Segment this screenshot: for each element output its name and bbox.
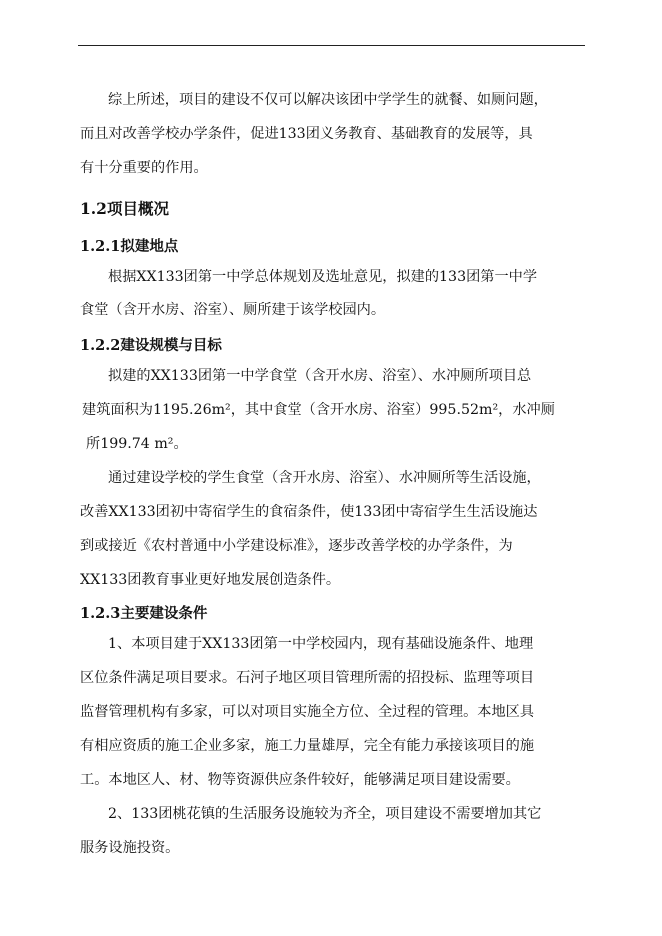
site-line-2: 食堂（含开水房、浴室）、厕所建于该学校园内。 [80,302,386,318]
goal-line-3: 到或接近《农村普通中小学建设标准》，逐步改善学校的办学条件，为 [80,538,513,554]
condition1-line-5: 工。本地区人、材、物等资源供应条件较好，能够满足项目建设需要。 [80,772,520,788]
section-heading-1-2-3: 1.2.3主要建设条件 [80,605,208,622]
section-heading-1-2-1: 1.2.1拟建地点 [80,238,179,255]
section-heading-1-2: 1.2项目概况 [80,199,169,218]
condition1-line-2: 区位条件满足项目要求。石河子地区项目管理所需的招投标、监理等项目 [80,670,535,686]
scale-line-3: 所199.74 m²。 [86,436,188,452]
summary-line-2: 而且对改善学校办学条件，促进133团义务教育、基础教育的发展等，具 [80,126,533,142]
goal-line-2: 改善XX133团初中寄宿学生的食宿条件，使133团中寄宿学生生活设施达 [80,504,538,520]
goal-line-4: XX133团教育事业更好地发展创造条件。 [80,572,341,588]
condition2-line-2: 服务设施投资。 [80,840,180,856]
summary-line-1: 综上所述，项目的建设不仅可以解决该团中学学生的就餐、如厕问题， [108,92,548,108]
condition1-line-4: 有相应资质的施工企业多家，施工力量雄厚，完全有能力承接该项目的施 [80,738,535,754]
section-heading-1-2-2: 1.2.2建设规模与目标 [80,337,222,354]
summary-line-3: 有十分重要的作用。 [80,160,208,176]
scale-line-2: 建筑面积为1195.26m²，其中食堂（含开水房、浴室）995.52m²，水冲厕 [82,402,555,418]
header-rule [78,45,585,46]
scale-line-1: 拟建的XX133团第一中学食堂（含开水房、浴室）、水冲厕所项目总 [108,368,532,384]
site-line-1: 根据XX133团第一中学总体规划及选址意见，拟建的133团第一中学 [108,269,538,285]
goal-line-1: 通过建设学校的学生食堂（含开水房、浴室）、水冲厕所等生活设施， [108,470,541,486]
condition1-line-3: 监督管理机构有多家，可以对项目实施全方位、全过程的管理。本地区具 [80,704,535,720]
condition2-line-1: 2、133团桃花镇的生活服务设施较为齐全，项目建设不需要增加其它 [108,806,542,822]
condition1-line-1: 1、本项目建于XX133团第一中学校园内，现有基础设施条件、地理 [108,636,534,652]
